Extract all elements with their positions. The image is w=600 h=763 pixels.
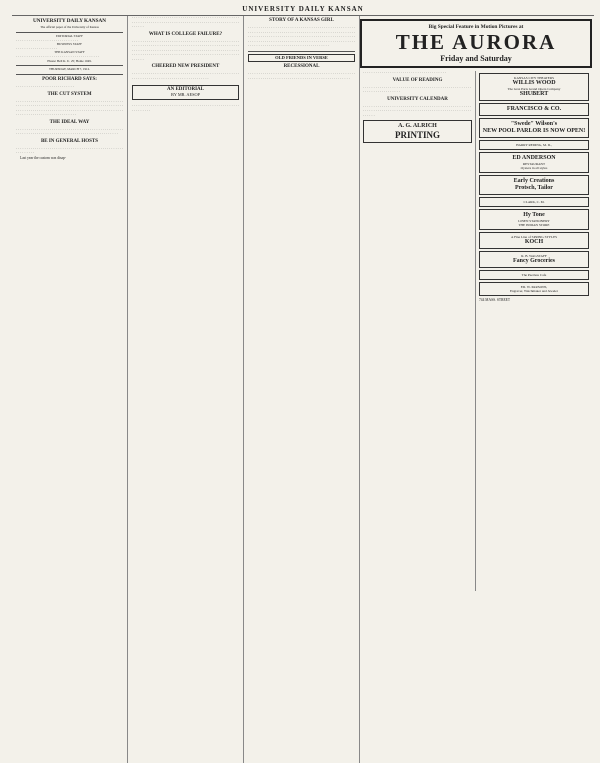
phone-line: Phone: Bell K. U. 25; Home 1049. — [47, 58, 92, 63]
ad-francisco — [479, 103, 589, 116]
filler-text: · · · · · · · · · · · · · · · · · · · · · · · · · · · · · · · · · · · · · · · · · · · · · · · · · · · · · · · · · · · · — [16, 146, 123, 156]
ad-clark-name: CLARK, C. M. — [523, 200, 545, 204]
editorial-title: AN EDITORIAL — [167, 87, 204, 92]
ad-koch — [479, 232, 589, 249]
ad-parsons-engraver: Engraver, Watchmaker and Jeweler — [510, 289, 558, 293]
column-4 — [360, 71, 476, 591]
ad-kc-heading: KANSAS CITY THEATERS — [514, 76, 554, 80]
aurora-line1: Big Special Feature in Motion Pictures at — [428, 24, 524, 30]
filler-text: · · · · · · · · · · · · · · · · · · · · · · · · · · · · · · · · · · · · · · · · · · · · · · · · · · · · · · · · · · · · · · · · · · · · · · · · · · · · · · · · · · · · · · · · · · · · · · · · · · · · · · · · · · · · · · · · · · · · · · · · · · · · · · · · · · · · · · · · · · · · · · · · · · · · · · · · · · · · · · · · · · · · · · · · · · · · · · · · · · · · · · — [16, 99, 123, 118]
filler-text: · · · · · · · · · · · · · · · · · · · · · · · · · · · · · · · · · · · · · · · · · · · · · · · · · · · · · · · · · · · · · · · · · · · · · · · · · · · · · · · · · · · · · · · · · · · · · · · · · · · · — [16, 127, 123, 137]
ad-kc-theaters — [479, 73, 589, 101]
headline-old-friends: OLD FRIENDS IN VERSE — [248, 54, 355, 63]
ad-willis-wood: WILLIS WOOD — [512, 80, 556, 86]
columns — [12, 16, 594, 763]
filler-text: · · · · · · · · · · · · · · · · · · · · · · · · · · · · · · · · · · · · · · · · — [363, 71, 446, 75]
article-ending: Last year the custom was disap- — [20, 155, 67, 160]
ad-peerless — [479, 270, 589, 280]
ad-anderson — [479, 152, 589, 173]
ad-peerless-name: The Peerless Cafe — [521, 273, 547, 277]
aurora-title: THE AURORA — [395, 30, 557, 54]
ad-swede-name: "Swede" Wilson's — [510, 121, 558, 127]
ad-swede — [479, 118, 589, 138]
ad-wagstaff — [479, 251, 589, 268]
ad-alrich-name: A. G. ALRICH — [398, 123, 437, 129]
ad-clark — [479, 197, 589, 207]
headline-kansas-girl: STORY OF A KANSAS GIRL — [269, 18, 334, 23]
issue-date: THURSDAY, MARCH 7, 1912. — [48, 67, 91, 72]
headline-college-failure: WHAT IS COLLEGE FAILURE? — [148, 31, 223, 37]
divider — [16, 74, 123, 75]
filler-text: · · · · · · · · · · · · · · · · · · · · · · · · · · · · · · · · · · · · · · · · · · · · · · · · · · · · · · · · · · · · — [132, 104, 239, 113]
ad-alrich — [363, 120, 472, 143]
ad-reding-name: HARRY REDING, M. D., — [516, 143, 552, 147]
filler-text: · · · · · · · · · · · · · · · · · · · · · · · · · · · · · · · · · · · · · · · · · · · · · · · · · · · · · · · · · · · · · · · · · · · · · · · · · · · · · · · · · · · · · · · · · · · · · · · · · · · · · · · · · · · · — [132, 16, 239, 29]
ad-wagstaff-name: R. B. WAGSTAFF — [521, 254, 547, 258]
ad-groceries: Fancy Groceries — [512, 258, 556, 264]
ad-reding — [479, 140, 589, 150]
filler-text: · · · · · · · · · · · · · · · · · · · · — [16, 46, 58, 51]
ad-spring-styles: A Fine Line of SPRING STYLES — [510, 235, 558, 239]
ad-koch-name: KOCH — [524, 239, 544, 245]
board-heading: THE KANSAN STAFF — [54, 50, 85, 55]
headline-general-hosts: BE IN GENERAL HOSTS — [40, 138, 99, 144]
masthead-title: UNIVERSITY DAILY KANSAN — [33, 18, 106, 24]
ad-parsons — [479, 282, 589, 296]
ad-grand-opera: The Graz Paris Grand Opera Company — [507, 87, 561, 91]
editorial-staff-heading: EDITORIAL STAFF — [56, 33, 83, 38]
ad-anderson-restaurant: RESTAURANT — [522, 162, 546, 166]
ad-anderson-name: ED ANDERSON — [512, 155, 556, 161]
filler-text: · · · · · · · · · · · · · · · · · · · · · · · · · · · · · · — [16, 38, 78, 43]
filler-text: · · · · · · · · · · · · · · · · · · · · · · · · · · · · · · · · · · · · · · · · · · · · · · · · · · · · · · · · · · · · · · · · · · · · · · · · · · · · · · · · · · · · · · · · · · · · · · · · · · · · · · · · · · · · · · — [363, 104, 472, 118]
ad-early-creations: Early Creations — [513, 178, 555, 184]
column-1 — [12, 16, 128, 763]
ad-alrich-printing: PRINTING — [394, 130, 440, 140]
divider — [248, 51, 355, 52]
ad-hytone-name: Hy Tone — [523, 212, 545, 218]
divider — [16, 65, 123, 66]
business-staff-heading: BUSINESS STAFF — [56, 42, 83, 47]
headline-cheered-president: CHEERED NEW PRESIDENT — [151, 64, 220, 69]
ad-francisco-name: FRANCISCO & CO. — [506, 106, 562, 112]
masthead-subtitle: The official paper of the University of Kansas — [40, 25, 99, 29]
masthead — [16, 18, 123, 63]
headline-poor-richard: POOR RICHARD SAYS: — [42, 77, 97, 83]
filler-text: · · · · · · · · · · · · · · · · · · · · · · · · · · · · · · · · · · · · · · · · · · · · · · · · · · · · · · · · · · · · · · · · · · · · · · · · · · · · · · · · · · · · · · · · — [132, 72, 239, 81]
ad-indian-store: THE INDIAN STORE — [518, 223, 550, 227]
ad-new-pool: NEW POOL PARLOR IS NOW OPEN! — [482, 128, 586, 134]
filler-text: · · · · · · · · · · · · · · · · · · · · · · · · · · · · · · · · · · · · · · · · · · · · · · · · · · · · · · · · · · · · · · · · · · · · · · · · · · · · · · · · · · · · · · · · · · · · · · · · · · · · · · · · · · · · · · · · · · · · · · · · · · · · · · · · · · · · · · · · · · · · · · · · · · · · · · · · · · · · · · · · · · · · · · · · · · · · · · · · · · · · · · · · · · · · · · · · · · · · · · · · · · · · · · · · · · — [132, 39, 239, 62]
ad-hytone — [479, 209, 589, 230]
column-2 — [128, 16, 244, 763]
filler-text: · · · · · · · · · · · · · · · · · · · · · · · · · · · · · · · · · · · · · · · · · · · · · · · · · · · · · · · · · · · · · · · · · · · · · · · · · · · · · · · · · · · · · · · · · · · · · · · · · · · · · · · · · · · · · · · · · · · · · · · · · · · · · · · · · · · · · · · · · · · · · · · · · · · · · · · · · · · · · · · · · · · · · · · · · · · · · · · · · · · · · · · · · · · · · · · · · · · · · · · · · · · · · · · · · · · · · · · · · · · · · · · · · · · · · · · · · · · · · · · · · · · — [248, 26, 355, 48]
ad-shubert: SHUBERT — [519, 91, 549, 97]
headline-recessional: RECESSIONAL — [283, 64, 320, 69]
ad-anderson-oysters: Oysters in all styles — [520, 166, 548, 170]
right-section — [360, 16, 592, 763]
ad-protsch — [479, 175, 589, 195]
filler-text: · · · · · · · · · · · · · · · · · · · · · · · · · · · · · · · · · · · · · · · · · · · · · · · · · · · · · · · · · · · · · · · · · · · · · · · · · · · · · · · · · · · · · · · · · · · · · · · · · · · · — [248, 72, 355, 81]
filler-text: · · · · · · · · · · · · · · · · · · · · · · · · · · · · · · · · · · · · · · · · — [16, 55, 99, 60]
page-header: UNIVERSITY DAILY KANSAN — [12, 4, 594, 16]
divider — [16, 32, 123, 33]
aurora-line2: Friday and Saturday — [440, 54, 512, 63]
filler-text: · · · · · · · · · · · · · · · · · · · · · · · · · · · · — [16, 85, 74, 90]
ad-protsch-name: Protsch, Tailor — [515, 185, 553, 191]
headline-ideal-way: THE IDEAL WAY — [49, 119, 90, 125]
ad-linen: LINEN STATIONERY — [518, 219, 550, 223]
ads-area — [360, 71, 592, 591]
column-3 — [244, 16, 360, 763]
aurora-banner — [360, 19, 592, 68]
headline-calendar: UNIVERSITY CALENDAR — [387, 96, 448, 102]
editorial-box — [132, 85, 239, 100]
headline-cut-system: THE CUT SYSTEM — [47, 91, 92, 97]
headline-value-reading: VALUE OF READING — [392, 77, 443, 83]
ad-alrich-address: 744 MASS. STREET — [479, 298, 511, 302]
ad-parsons-name: ED. W. PARSONS, — [520, 285, 548, 289]
column-5 — [476, 71, 592, 591]
editorial-byline: BY MR. AESOP — [170, 91, 201, 97]
filler-text: · · · · · · · · · · · · · · · · · · · · · · · · · · · · · · · · · · · · · · · · · · · · · · · · · · · · · · · · · · · · · · · · · · · · · · — [363, 85, 472, 94]
